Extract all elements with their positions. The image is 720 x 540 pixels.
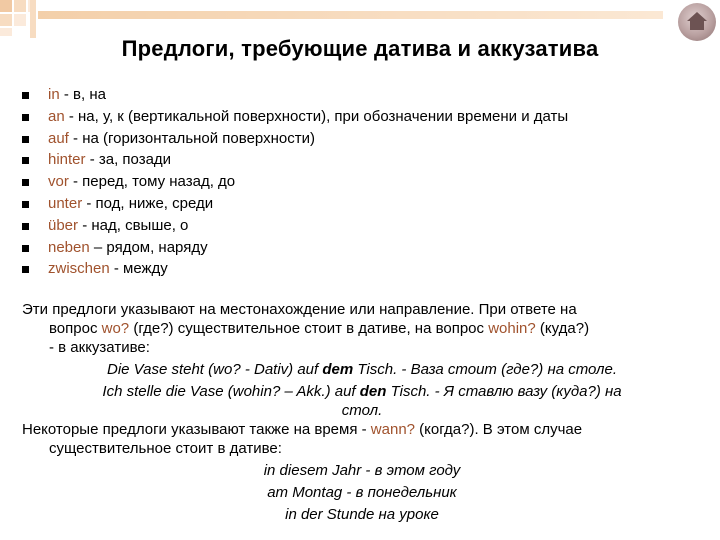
bullet-icon [22, 245, 29, 252]
list-item [22, 128, 568, 150]
text-span: (куда?) [535, 320, 590, 337]
text-span: (где?) существительное стоит в дативе, на вопрос [129, 320, 489, 337]
example-sentence [22, 382, 702, 401]
example-sentence-continued: стол. [341, 402, 383, 419]
preposition-meaning: - под, ниже, среди [82, 194, 214, 212]
preposition-meaning: - в, на [59, 86, 106, 103]
bullet-icon [22, 266, 29, 273]
keyword-wann: wann? [370, 421, 415, 438]
keyword-wo: wo? [101, 320, 130, 337]
paragraph-line [22, 319, 702, 338]
text-span: Tisch. - Я ставлю вазу (куда?) на [386, 383, 622, 400]
bullet-icon [22, 223, 29, 230]
preposition-list [22, 84, 568, 280]
list-item [22, 171, 568, 193]
preposition-meaning: - над, свыше, о [78, 216, 189, 234]
list-item [22, 84, 568, 106]
header-bar [38, 11, 663, 19]
bullet-icon [22, 92, 29, 99]
preposition-term: neben [48, 238, 90, 256]
list-item [22, 258, 568, 280]
text-span: Die Vase steht (wo? - Dativ) auf [106, 361, 323, 378]
list-item [22, 237, 568, 259]
text-span: Некоторые предлоги указывают также на время - [22, 421, 371, 438]
time-example: in diesem Jahr - в этом году [263, 462, 461, 479]
preposition-meaning: - на (горизонтальной поверхности) [68, 129, 315, 147]
preposition-meaning: - за, позади [85, 151, 172, 169]
page-title: Предлоги, требующие датива и аккузатива [121, 36, 599, 61]
keyword-wohin: wohin? [488, 320, 536, 337]
list-item [22, 193, 568, 215]
time-example: am Montag - в понедельник [267, 484, 457, 501]
article-bold: den [359, 383, 387, 400]
preposition-term: auf [48, 129, 69, 147]
home-icon [686, 10, 708, 32]
explanation-block [22, 300, 702, 524]
text-span: (когда?). В этом случае [415, 421, 583, 438]
header-bar-accent [30, 0, 36, 38]
bullet-icon [22, 136, 29, 143]
list-item [22, 215, 568, 237]
text-span: Ich stelle die Vase (wohin? – Akk.) auf [102, 383, 360, 400]
text-span: вопрос [49, 320, 102, 337]
paragraph-line: существительное стоит в дативе: [49, 440, 282, 457]
list-item [22, 106, 568, 128]
preposition-meaning: – рядом, наряду [89, 238, 208, 256]
list-item [22, 149, 568, 171]
time-example: in der Stunde на уроке [285, 506, 439, 523]
bullet-icon [22, 157, 29, 164]
preposition-term: in [48, 86, 60, 103]
preposition-term: zwischen [48, 260, 110, 278]
text-span: Tisch. - Ваза стоит (где?) на столе. [353, 361, 618, 378]
example-sentence [22, 360, 702, 379]
bullet-icon [22, 201, 29, 208]
preposition-term: an [48, 107, 65, 125]
preposition-term: unter [48, 194, 83, 212]
paragraph-line: - в аккузативе: [49, 339, 150, 356]
paragraph-line [22, 420, 702, 439]
bullet-icon [22, 114, 29, 121]
preposition-meaning: - на, у, к (вертикальной поверхности), при обозначении времени и даты [64, 107, 569, 125]
paragraph-line: Эти предлоги указывают на местонахождение или направление. При ответе на [22, 301, 577, 318]
bullet-icon [22, 179, 29, 186]
preposition-meaning: - перед, тому назад, до [68, 173, 236, 191]
article-bold: dem [322, 361, 354, 378]
preposition-term: vor [48, 173, 69, 191]
preposition-meaning: - между [109, 260, 168, 278]
preposition-term: über [48, 216, 79, 234]
preposition-term: hinter [48, 151, 86, 169]
